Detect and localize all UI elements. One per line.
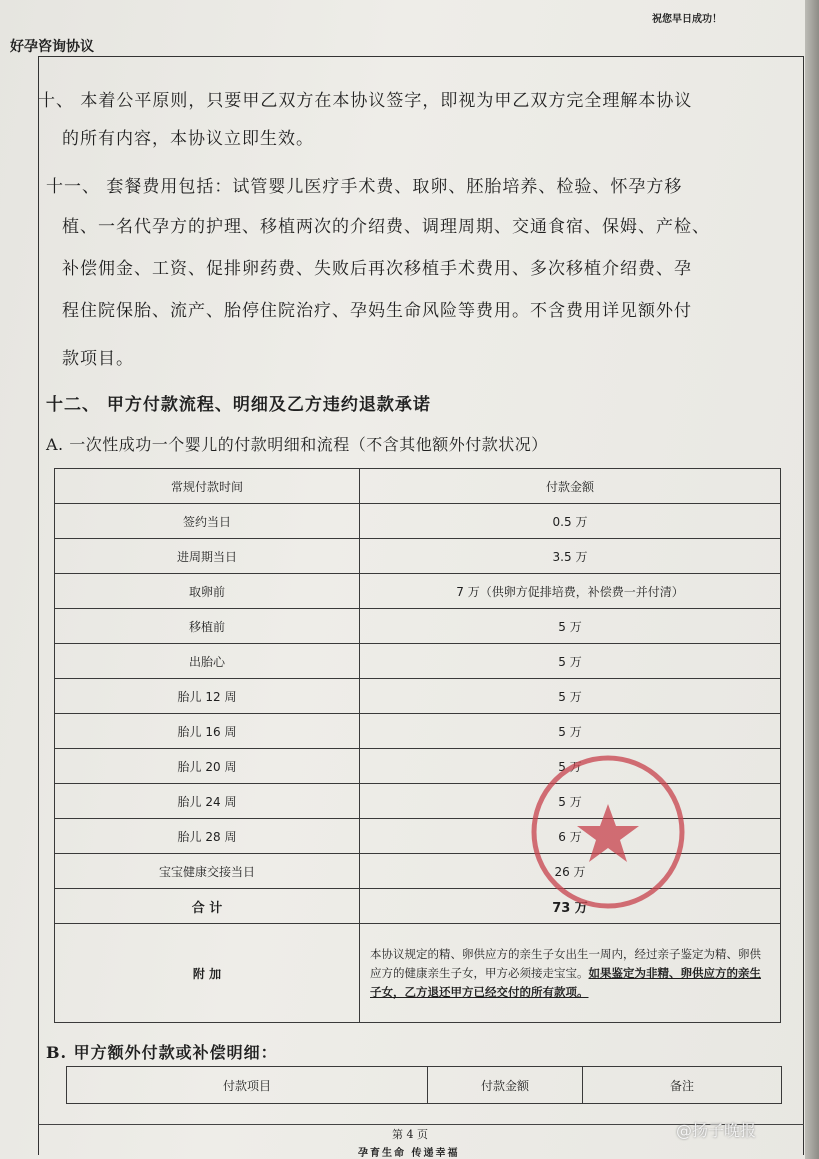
table-header-row — [55, 469, 781, 504]
payment-table — [54, 468, 781, 1023]
section-a-title: A. 一次性成功一个婴儿的付款明细和流程（不含其他额外付款状况） — [46, 435, 548, 454]
note-cell — [360, 924, 781, 1023]
note-row — [55, 924, 781, 1023]
note-label: 附 加 — [55, 924, 360, 1023]
note-text: 本协议规定的精、卵供应方的亲生子女出生一周内，经过亲子鉴定为精、卵供应方的健康亲生子女，甲方必须接走宝宝。 — [370, 946, 761, 980]
table-header: 备注 — [583, 1067, 782, 1104]
extra-payment-table — [66, 1066, 782, 1104]
company-seal — [528, 752, 688, 912]
payment-amount: 5 万 — [360, 679, 781, 714]
section-b-title: B. 甲方额外付款或补偿明细： — [46, 1043, 278, 1062]
table-row — [55, 539, 781, 574]
table-header: 付款项目 — [67, 1067, 428, 1104]
total-label: 合 计 — [55, 889, 360, 924]
clause-10-line-1: 十、 本着公平原则，只要甲乙双方在本协议签字，即视为甲乙双方完全理解本协议 — [38, 91, 693, 111]
payment-amount: 5 万 — [360, 784, 781, 819]
clause-11-line-3: 补偿佣金、工资、促排卵药费、失败后再次移植手术费用、多次移植介绍费、孕 — [62, 259, 692, 279]
payment-time: 胎儿 24 周 — [55, 784, 360, 819]
payment-time: 胎儿 28 周 — [55, 819, 360, 854]
payment-amount: 5 万 — [360, 714, 781, 749]
table-header: 付款金额 — [360, 469, 781, 504]
payment-amount: 6 万 — [360, 819, 781, 854]
table-row — [55, 714, 781, 749]
clause-11-line-1: 十一、 套餐费用包括：试管婴儿医疗手术费、取卵、胚胎培养、检验、怀孕方移 — [46, 177, 683, 197]
table-row — [55, 504, 781, 539]
payment-time: 胎儿 16 周 — [55, 714, 360, 749]
page-number: 第 4 页 — [392, 1128, 428, 1141]
payment-amount: 7 万（供卵方促排培费，补偿费一并付清） — [360, 574, 781, 609]
clause-11-line-4: 程住院保胎、流产、胎停住院治疗、孕妈生命风险等费用。不含费用详见额外付 — [62, 301, 692, 321]
section-12-title: 十二、 甲方付款流程、明细及乙方违约退款承诺 — [46, 395, 431, 415]
table-header-row — [67, 1067, 782, 1104]
total-value: 73 万 — [360, 889, 781, 924]
payment-amount: 3.5 万 — [360, 539, 781, 574]
header-note: 祝您早日成功！ — [652, 14, 722, 25]
table-row — [55, 644, 781, 679]
payment-time: 出胎心 — [55, 644, 360, 679]
payment-amount: 5 万 — [360, 749, 781, 784]
payment-time: 进周期当日 — [55, 539, 360, 574]
payment-amount: 0.5 万 — [360, 504, 781, 539]
payment-time: 宝宝健康交接当日 — [55, 854, 360, 889]
page-edge-shadow — [805, 0, 819, 1159]
payment-amount: 26 万 — [360, 854, 781, 889]
refund-commitment-text: 如果鉴定为非精、卵供应方的亲生子女，乙方退还甲方已经交付的所有款项。 — [370, 965, 761, 999]
payment-time: 取卵前 — [55, 574, 360, 609]
payment-time: 移植前 — [55, 609, 360, 644]
payment-time: 胎儿 12 周 — [55, 679, 360, 714]
payment-amount: 5 万 — [360, 609, 781, 644]
clause-11-line-5: 款项目。 — [62, 349, 134, 369]
payment-amount: 5 万 — [360, 644, 781, 679]
table-row — [55, 609, 781, 644]
table-row — [55, 679, 781, 714]
footer-slogan: 孕育生命 传递幸福 — [358, 1148, 460, 1159]
payment-time: 胎儿 20 周 — [55, 749, 360, 784]
clause-10-line-2: 的所有内容，本协议立即生效。 — [62, 129, 314, 149]
clause-11-line-2: 植、一名代孕方的护理、移植两次的介绍费、调理周期、交通食宿、保姆、产检、 — [62, 217, 710, 237]
payment-time: 签约当日 — [55, 504, 360, 539]
table-row — [55, 574, 781, 609]
table-header: 常规付款时间 — [55, 469, 360, 504]
document-title: 好孕咨询协议 — [10, 39, 94, 55]
watermark: @扬子晚报 — [676, 1121, 757, 1140]
table-header: 付款金额 — [428, 1067, 583, 1104]
